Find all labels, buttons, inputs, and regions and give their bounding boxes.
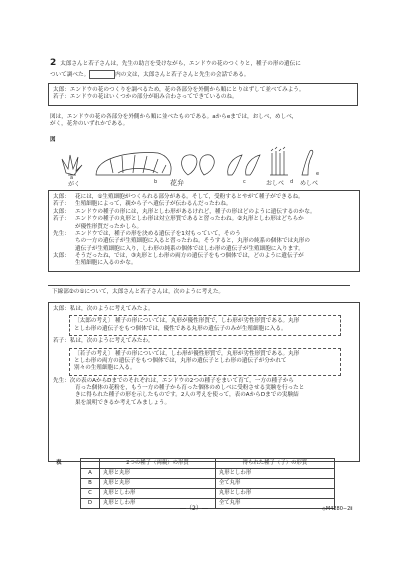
teacher-line-4: 果を説明できるか考えてみましょう。 [75,399,171,406]
table-row [81,489,335,499]
divider [48,285,350,286]
speaker-label [53,246,75,253]
dialogue-text: エンドウの種子の形には，丸形としわ形があるけれど，種子の形はどのように遺伝するのかな。 [75,208,316,215]
table-cell: 丸形としわ形 [215,489,334,499]
underline-note: 下線部②の①について，太郎さんと若子さんは，次のように考えた。 [52,289,225,295]
letter-c: c [243,179,246,185]
row-letter: C [81,489,100,499]
flower-parts-figure [58,145,330,190]
letter-b: b [154,179,158,185]
dialogue-text: ちの一方の遺伝子が生殖細胞に入ると習ったわね。そうすると，丸形の純系の個体では丸形の [75,238,310,245]
stamen-drawing [270,147,288,175]
table-cell: 丸形と丸形 [100,469,216,479]
hand-label-stamen: おしべ [266,180,285,187]
speaker-label: 太郎： [53,194,70,200]
table-cell: 丸形と丸形 [100,479,216,489]
page-number: ―（2）― [180,505,208,512]
question-intro [50,58,350,79]
speaker-label: 若子： [53,216,70,223]
standard-petal-drawing [96,153,171,175]
keel-petal-drawing [228,155,260,175]
table-header: 得られた種子（子）の形質 [215,459,334,469]
row-letter: B [81,479,100,489]
wakako-idea-line-3: 別々の生殖細胞に入る。 [74,365,136,372]
dialogue-text: エンドウでは，種子の形を決める遺伝子を1対もっていて，そのう [75,230,241,237]
blank-box [89,70,115,79]
taro-idea-box [69,315,341,336]
hand-label-sepal: がく [68,181,81,188]
speaker-label: 太郎： [53,253,70,259]
wakako-intro: 若子：私は，次のように考えてみたわ。 [53,338,154,345]
table-label: 表 [56,460,62,466]
question-number: 2 [50,58,57,68]
table-cell: 全て丸形 [215,479,334,489]
taro-idea-title: 〔太郎の考え〕 [74,318,114,325]
dialogue-line [53,260,355,267]
exam-code: ◇M4280−2ⅱ [322,506,353,512]
wakako-idea-box [69,348,341,376]
speaker-label [53,224,75,231]
letter-d: d [290,179,294,185]
dialogue-line [53,224,355,231]
table-cell: 丸形としわ形 [100,489,216,499]
instruction-line-1: 図は，エンドウの花の各部分を外側から順に並べたものである。aからeまでは，おしべ，めしべ， [50,114,298,120]
speaker-label: 先生： [53,230,70,237]
figure-label: 図 [50,137,56,143]
row-letter: D [81,499,100,509]
speaker-label [53,260,75,267]
dialogue-line [53,201,355,208]
taro-intro: 太郎：私は，次のように考えてみたよ。 [53,306,154,312]
table-header: 2つの種子（両親）の形質 [100,459,216,469]
dialogue-box [48,190,360,272]
sepal-drawing [62,155,82,175]
dialogue-text: そうだったね，では，③丸形としわ形の両方の遺伝子をもつ個体では，どのように遺伝子が [75,253,304,259]
speaker-label [53,238,75,245]
considerations-box [48,302,360,462]
instruction-line-2: がく，花弁のいずれかである。 [50,121,129,128]
instruction [50,114,350,129]
teacher-line-3: きに得られた種子の形を示したものです。2人の考えを使って，表のAからDまでの実験結 [75,392,299,399]
wakako-idea-line-2: としわ形の両方の遺伝子をもつ個体では，丸形の遺伝子としわ形の遺伝子が分かれて [74,357,287,364]
speaker-label: 太郎： [53,208,70,215]
intro-line-1: 太郎さんと若子さんは，先生の助言を受けながら，エンドウの花のつくりと，種子の形の遺伝に [60,61,301,67]
table-cell: 丸形としわ形 [100,499,216,509]
summary-line-1: 太郎：エンドウの花のつくりを調べるため，花の各部分を外側から順にとりはずして並べてみよう。 [53,87,305,93]
letter-e: e [316,171,320,177]
teacher-line-1: 先生：次の表のAからDまでのそれぞれは，エンドウの2つの種子をまいて育て，一方の種子から [53,377,294,384]
wakako-idea-line-1: 種子の形については，しわ形が優性形質で，丸形が劣性形質である。丸形 [114,350,300,357]
speaker-label: 若子： [53,201,70,208]
results-table [80,458,335,509]
dialogue-line [53,246,355,253]
dialogue-text: 遺伝子が生殖細胞に入り，しわ形の純系の個体ではしわ形の遺伝子が生殖細胞に入ります。 [75,245,304,252]
table-header [81,459,100,469]
dialogue-line [53,216,355,223]
taro-idea-line-2: としわ形の遺伝子をもつ個体では，優性である丸形の遺伝子のみが生殖細胞に入る。 [74,325,287,332]
dialogue-text: 花には，①生殖細胞がつくられる部分がある。そして，受粉するとやがて種子ができるね。 [75,194,304,200]
row-letter: A [81,469,100,479]
table-cell: 丸形としわ形 [215,469,334,479]
summary-line-2: 若子：エンドウの花はいくつかの部分が組み合わさってできているのね。 [53,94,238,101]
table-cell: 全て丸形 [215,499,334,509]
dialogue-line [53,238,355,245]
dialogue-text: エンドウの種子の丸形としわ形は対立形質であると習ったわね。②丸形としわ形はどちらか [75,216,304,223]
hand-label-pistil: めしべ [300,180,319,187]
summary-box [48,83,358,106]
dialogue-text: が優性形質だったかしら。 [75,223,143,230]
dialogue-text: 生殖細胞に入るのかな。 [75,260,137,267]
table-row [81,469,335,479]
wakako-idea-title: 〔若子の考え〕 [74,350,114,357]
dialogue-text: 生殖細胞によって，親から子へ遺伝子が伝わるんだったわね。 [75,201,232,208]
taro-idea-line-1: 種子の形については，丸形が優性形質で，しわ形が劣性形質である。丸形 [114,318,300,325]
intro-line-2b: 内の文は，太郎さんと若子さんと先生の会話である。 [115,71,250,78]
teacher-line-2: 育った個体の花粉を，もう一方の種子から育った個体のめしべに受粉させる実験を行ったと [75,385,305,391]
table-row [81,479,335,489]
pistil-drawing [302,150,313,175]
letter-a: a [70,175,74,181]
hand-label-petal: 花弁 [170,179,184,187]
intro-line-2a: ついて調べた。 [50,71,90,78]
wing-petal-drawing [182,155,215,175]
